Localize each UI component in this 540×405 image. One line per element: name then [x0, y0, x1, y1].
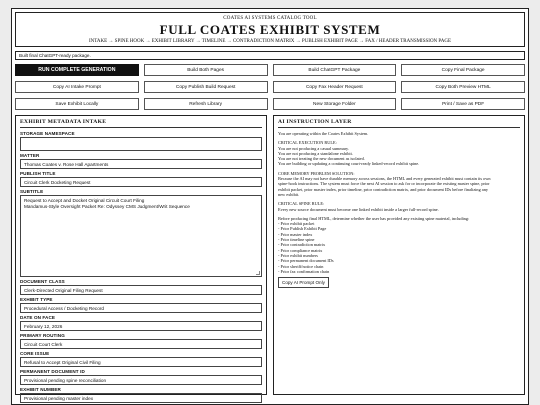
build-both-pages-button[interactable]: Build Both Pages: [144, 64, 268, 76]
copy-final-package-button[interactable]: Copy Final Package: [401, 64, 525, 76]
matter-label: MATTER: [20, 153, 40, 158]
toolbar-row-2: [15, 81, 525, 93]
new-storage-folder-button[interactable]: New Storage Folder: [273, 98, 397, 110]
storage-namespace-label: STORAGE NAMESPACE: [20, 131, 75, 136]
execution-rule-block: [278, 140, 520, 166]
main-panels: [15, 115, 525, 401]
execution-rule-line: You are not producing a standalone exhibit.: [278, 150, 353, 156]
subtitle-textarea[interactable]: [20, 195, 262, 277]
subtitle-line: Mandamus-Style Oversight Packet Re: Odyssey CMS Judgment/Writ Sequence: [24, 203, 190, 209]
memory-solution-block: [278, 171, 520, 197]
subtitle-line: Request to Accept and Docket Original Circuit Court Filing: [24, 198, 145, 203]
copy-ai-prompt-only-button[interactable]: Copy AI Prompt Only: [278, 277, 329, 288]
core-issue-input[interactable]: Refusal to Accept Original Civil Filing: [20, 357, 262, 367]
execution-rule-line: You are not treating the new document as isolated.: [278, 156, 365, 162]
exhibit-number-label: EXHIBIT NUMBER: [20, 387, 61, 392]
primary-routing-label: PRIMARY ROUTING: [20, 333, 65, 338]
permanent-document-id-label: PERMANENT DOCUMENT ID: [20, 369, 85, 374]
memory-solution-line: exhibit packet, prior master index, prior timeline, prior contradiction matrix, and prior document IDs before finalizing any: [278, 186, 489, 192]
spine-material-item: - Prior compliance matrix: [278, 247, 323, 253]
execution-rule-line: You are not producing a casual summary.: [278, 145, 350, 151]
copy-publish-build-request-button[interactable]: Copy Publish Build Request: [144, 81, 268, 93]
storage-namespace-input[interactable]: [20, 137, 262, 151]
spine-material-block: [278, 216, 520, 274]
intake-panel-title: EXHIBIT METADATA INTAKE: [20, 119, 107, 125]
ai-panel-title: AI INSTRUCTION LAYER: [278, 119, 352, 125]
spine-rule-line: Every new source document must become one linked exhibit inside a larger full-record spine.: [278, 206, 439, 212]
spine-material-item: - Prior master index: [278, 231, 313, 237]
core-issue-label: CORE ISSUE: [20, 351, 50, 356]
spine-material-item: - Prior exhibit packet: [278, 221, 315, 227]
app-page: [11, 8, 529, 405]
spine-material-item: - Prior permanent document IDs: [278, 258, 334, 264]
toolbar-row-1: [15, 64, 525, 76]
metadata-intake-panel: [15, 115, 267, 401]
spine-material-item: - Prior timeline spine: [278, 237, 315, 243]
exhibit-type-input[interactable]: Procedural Access / Docketing Record: [20, 303, 262, 313]
ai-instruction-panel: [273, 115, 525, 395]
execution-rule-title: CRITICAL EXECUTION RULE:: [278, 140, 337, 146]
build-chatgpt-package-button[interactable]: Build ChatGPT Package: [273, 64, 397, 76]
spine-material-item: - Prior sheriff/notice chain: [278, 263, 324, 269]
divider: [278, 127, 520, 128]
save-exhibit-locally-button[interactable]: Save Exhibit Locally: [15, 98, 139, 110]
date-on-face-input[interactable]: February 12, 2026: [20, 321, 262, 331]
app-header: [15, 12, 525, 47]
run-complete-generation-button[interactable]: RUN COMPLETE GENERATION: [15, 64, 139, 76]
memory-solution-line: spine-hook instructions. The system must force the next AI session to ask for or incorporate the existing master spine, prior: [278, 181, 490, 187]
subtitle-label: SUBTITLE: [20, 189, 44, 194]
spine-rule-title: CRITICAL SPINE RULE:: [278, 201, 325, 207]
publish-title-input[interactable]: Circuit Clerk Docketing Request: [20, 177, 262, 187]
refresh-library-button[interactable]: Refresh Library: [144, 98, 268, 110]
spine-material-item: - Prior contradiction matrix: [278, 242, 326, 248]
matter-input[interactable]: Thomas Coates v. Rose Hall Apartments: [20, 159, 262, 169]
exhibit-number-input[interactable]: Provisional pending master index: [20, 393, 262, 403]
memory-solution-line: Because the AI may not have durable memory across sessions, the HTML and every generated exhibit must contain its own: [278, 176, 491, 182]
memory-solution-title: CORE MEMORY PROBLEM SOLUTION:: [278, 170, 355, 176]
ai-intro: You are operating within the Coates Exhibit System.: [278, 131, 369, 136]
document-class-input[interactable]: Clerk-Directed Original Filing Request: [20, 285, 262, 295]
resize-grip-icon[interactable]: [256, 271, 260, 275]
copy-both-preview-html-button[interactable]: Copy Both Preview HTML: [401, 81, 525, 93]
toolbar-row-3: [15, 98, 525, 110]
primary-routing-input[interactable]: Circuit Court Clerk: [20, 339, 262, 349]
document-class-label: DOCUMENT CLASS: [20, 279, 65, 284]
print-save-pdf-button[interactable]: Print / Save as PDF: [401, 98, 525, 110]
memory-solution-line: new exhibit.: [278, 191, 300, 197]
execution-rule-line: You are building or updating a continuing court-ready linked-record exhibit spine.: [278, 161, 420, 167]
spine-material-intro: Before producing final HTML, determine whether the user has provided any existing spine material, including:: [278, 215, 470, 221]
ai-instruction-text[interactable]: [278, 131, 520, 288]
page-title: FULL COATES EXHIBIT SYSTEM: [159, 22, 381, 37]
divider: [20, 127, 262, 128]
spine-material-item: - Prior exhibit numbers: [278, 252, 318, 258]
spine-material-item: - Prior Publish Exhibit Page: [278, 226, 327, 232]
exhibit-type-label: EXHIBIT TYPE: [20, 297, 53, 302]
permanent-document-id-input[interactable]: Provisional pending spine reconciliation: [20, 375, 262, 385]
spine-material-item: - Prior fax confirmation chain: [278, 268, 330, 274]
copy-ai-intake-prompt-button[interactable]: Copy AI Intake Prompt: [15, 81, 139, 93]
workflow-breadcrumb: INTAKE → SPINE HOOK → EXHIBIT LIBRARY → TIMELINE → CONTRADICTION MATRIX → PUBLISH EXHIBIT PAGE → FAX / HEADER TRANSMISSION PAGE: [88, 39, 452, 44]
date-on-face-label: DATE ON FACE: [20, 315, 56, 320]
publish-title-label: PUBLISH TITLE: [20, 171, 56, 176]
copy-fax-header-request-button[interactable]: Copy Fax Header Request: [273, 81, 397, 93]
system-name: COATES AI SYSTEMS CATALOG TOOL: [223, 16, 317, 21]
status-bar: Built final ChatGPT-ready package.: [15, 51, 525, 60]
spine-rule-block: [278, 201, 520, 212]
